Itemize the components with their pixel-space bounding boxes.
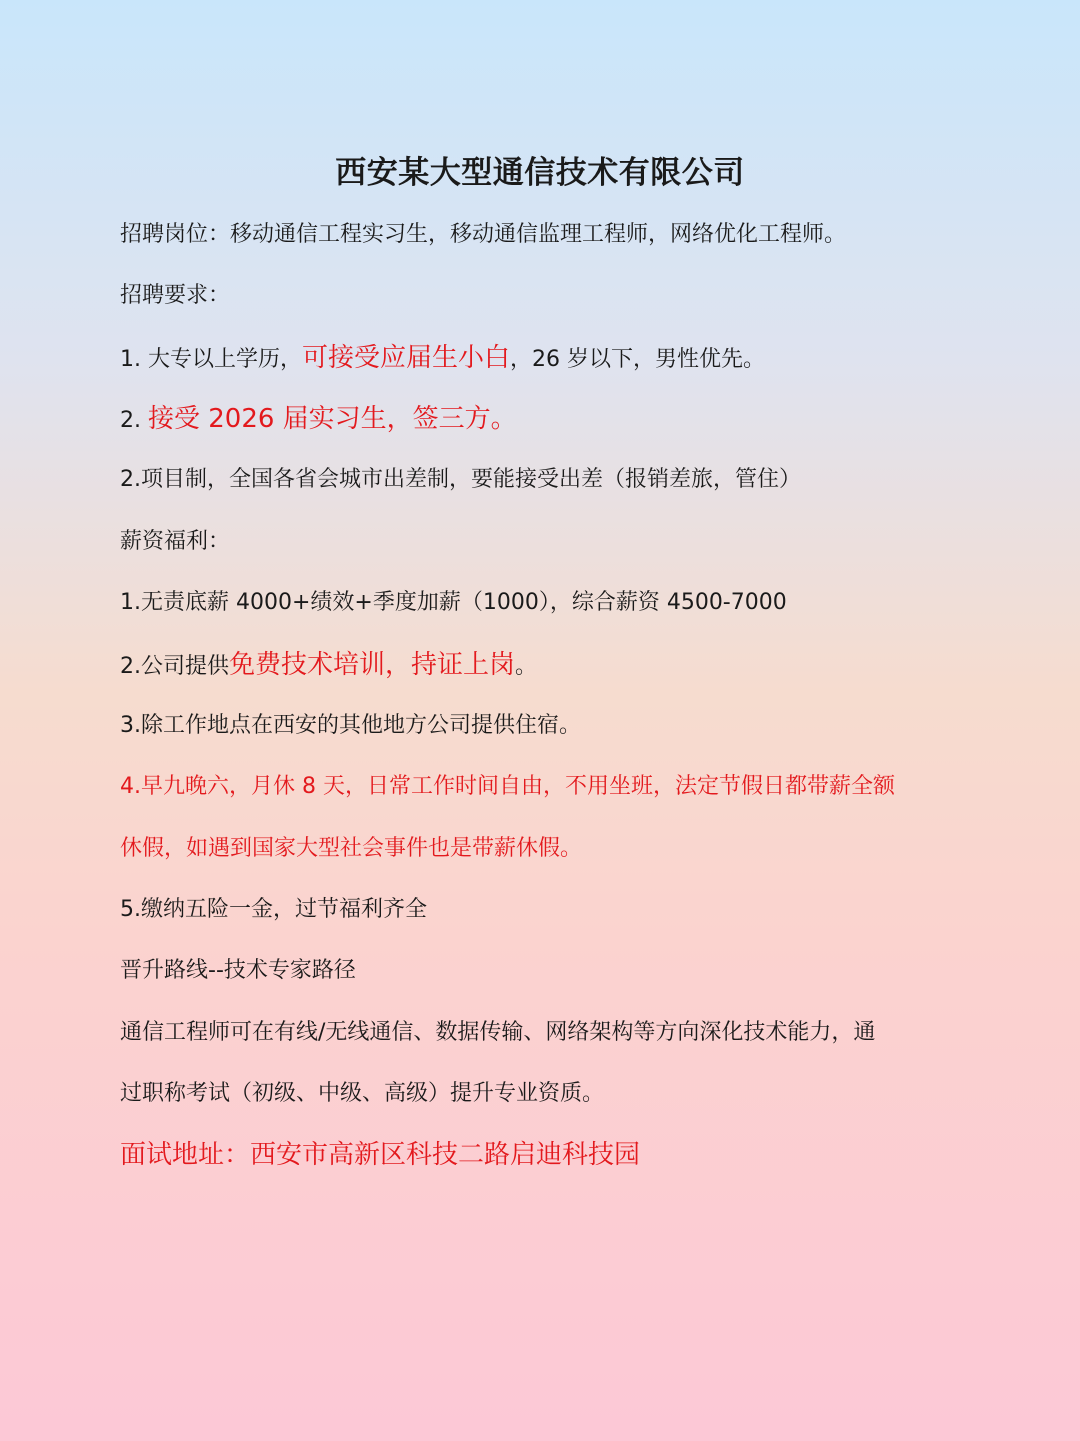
benefit-4-line-1: 4.早九晚六，月休 8 天，日常工作时间自由，不用坐班，法定节假日都带薪全额 <box>120 774 895 799</box>
requirement-1-prefix: 1. 大专以上学历， <box>120 347 302 372</box>
requirement-2-prefix: 2. <box>120 408 148 433</box>
interview-address: 面试地址：西安市高新区科技二路启迪科技园 <box>120 1140 641 1170</box>
benefit-2-prefix: 2.公司提供 <box>120 654 229 679</box>
benefit-1: 1.无责底薪 4000+绩效+季度加薪（1000），综合薪资 4500-7000 <box>120 590 787 615</box>
career-heading: 晋升路线--技术专家路径 <box>120 958 356 983</box>
requirement-1-highlight: 可接受应届生小白 <box>301 343 510 373</box>
page-title: 西安某大型通信技术有限公司 <box>335 155 745 191</box>
benefit-2-highlight: 免费技术培训，持证上岗 <box>229 650 516 680</box>
requirement-1 <box>120 338 960 380</box>
career-line-2: 过职称考试（初级、中级、高级）提升专业资质。 <box>120 1081 605 1106</box>
benefit-2 <box>120 645 960 687</box>
benefit-4-line-2: 休假，如遇到国家大型社会事件也是带薪休假。 <box>120 836 583 861</box>
benefit-5: 5.缴纳五险一金，过节福利齐全 <box>120 897 427 922</box>
positions-line: 招聘岗位：移动通信工程实习生，移动通信监理工程师，网络优化工程师。 <box>120 222 847 247</box>
requirement-3: 2.项目制，全国各省会城市出差制，要能接受出差（报销差旅，管住） <box>120 467 801 492</box>
benefit-2-suffix: 。 <box>515 654 538 679</box>
career-line-1: 通信工程师可在有线/无线通信、数据传输、网络架构等方向深化技术能力，通 <box>120 1020 876 1045</box>
requirement-2-highlight: 接受 2026 届实习生，签三方。 <box>147 404 517 434</box>
requirements-heading: 招聘要求： <box>120 283 231 308</box>
benefit-3: 3.除工作地点在西安的其他地方公司提供住宿。 <box>120 713 581 738</box>
requirement-1-suffix: ，26 岁以下，男性优先。 <box>510 347 765 372</box>
benefits-heading: 薪资福利： <box>120 529 231 554</box>
requirement-2 <box>120 399 960 441</box>
